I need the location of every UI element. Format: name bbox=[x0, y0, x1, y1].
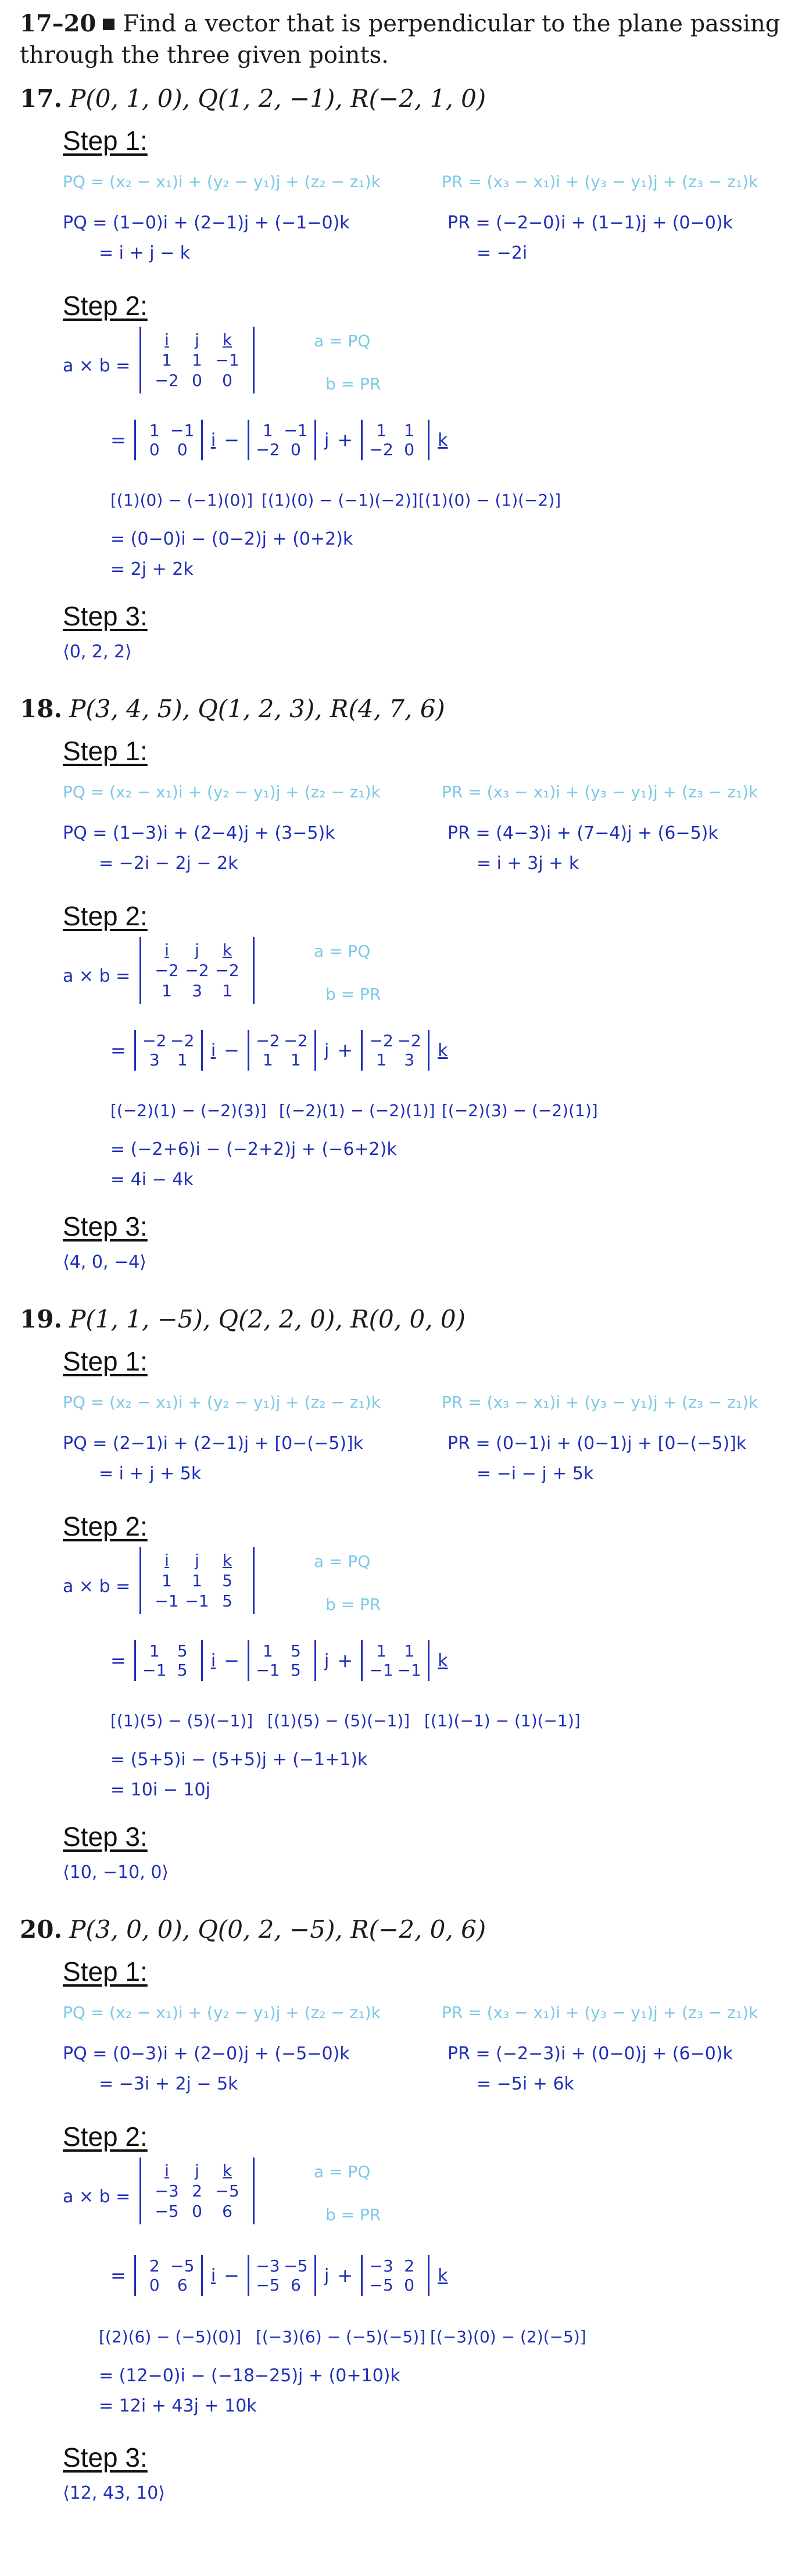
problem-points: P(1, 1, −5), Q(2, 2, 0), R(0, 0, 0) bbox=[69, 1305, 466, 1333]
matrix-cell: −1 bbox=[185, 1591, 209, 1611]
matrix-cell: −2 bbox=[155, 371, 179, 390]
instruction-line-1: Find a vector that is perpendicular to the plane passing bbox=[123, 10, 781, 37]
pq-result: = −3i + 2j − 5k bbox=[99, 2074, 238, 2094]
problem-number: 19. bbox=[20, 1305, 63, 1333]
pq-calc: PQ = (0−3)i + (2−0)j + (−5−0)k bbox=[63, 2044, 350, 2064]
minor-k: 1 1 −2 0 bbox=[361, 420, 429, 460]
cofactor-expansion: = −2 −2 3 1 i − −2 −2 1 1 j + −2 −2 1 3 k bbox=[110, 1031, 448, 1069]
matrix-cell: k bbox=[222, 940, 232, 960]
final-answer: ⟨4, 0, −4⟩ bbox=[63, 1252, 146, 1272]
matrix-cell: −3 bbox=[155, 2181, 179, 2201]
axb-label: a × b = bbox=[63, 966, 131, 986]
result-line-1: = (12−0)i − (−18−25)j + (0+10)k bbox=[99, 2366, 400, 2386]
matrix-cell: 1 bbox=[162, 981, 172, 1000]
matrix-cell: −2 bbox=[215, 961, 239, 980]
cofactor-expansion: = 1 −1 0 0 i − 1 −1 −2 0 j + 1 1 −2 0 k bbox=[110, 421, 448, 459]
matrix-cell: i bbox=[164, 330, 169, 349]
cofactor-expansion: = 2 −5 0 6 i − −3 −5 −5 6 j + −3 2 −5 0 k bbox=[110, 2256, 448, 2295]
minor-j: −3 −5 −5 6 bbox=[248, 2255, 316, 2296]
matrix-cell: i bbox=[164, 940, 169, 960]
matrix-cell: 1 bbox=[222, 981, 232, 1000]
problem-17 bbox=[0, 83, 809, 681]
b-equals-pr: b = PR bbox=[325, 985, 381, 1004]
final-answer: ⟨10, −10, 0⟩ bbox=[63, 1862, 169, 1883]
problem-title bbox=[20, 1913, 486, 1946]
axb-label: a × b = bbox=[63, 2187, 131, 2207]
cross-product-matrix bbox=[139, 1547, 255, 1614]
b-equals-pr: b = PR bbox=[325, 2205, 381, 2224]
step-2-label: Step 2: bbox=[63, 2121, 148, 2152]
bracket-note-i: [(1)(5) − (5)(−1)] bbox=[110, 1711, 253, 1730]
step-3-label: Step 3: bbox=[63, 1211, 148, 1242]
bracket-note-k: [(−3)(0) − (2)(−5)] bbox=[430, 2327, 586, 2346]
pr-result: = −5i + 6k bbox=[477, 2074, 574, 2094]
pr-calc: PR = (−2−0)i + (1−1)j + (0−0)k bbox=[448, 213, 733, 233]
problem-number: 20. bbox=[20, 1915, 63, 1944]
result-line-1: = (−2+6)i − (−2+2)j + (−6+2)k bbox=[110, 1139, 397, 1160]
matrix-cell: k bbox=[222, 1551, 232, 1570]
pr-formula: PR = (x₃ − x₁)i + (y₃ − y₁)j + (z₃ − z₁)k bbox=[442, 1393, 758, 1412]
pq-formula: PQ = (x₂ − x₁)i + (y₂ − y₁)j + (z₂ − z₁)k bbox=[63, 2003, 381, 2022]
matrix-cell: j bbox=[195, 1551, 199, 1570]
a-equals-pq: a = PQ bbox=[314, 942, 371, 961]
matrix-cell: −2 bbox=[155, 961, 179, 980]
problem-title bbox=[20, 83, 486, 115]
square-bullet-icon bbox=[103, 19, 114, 30]
result-line-2: = 12i + 43j + 10k bbox=[99, 2396, 257, 2416]
pr-result: = i + 3j + k bbox=[477, 853, 579, 874]
axb-label: a × b = bbox=[63, 356, 131, 376]
matrix-cell: 0 bbox=[192, 371, 202, 390]
a-equals-pq: a = PQ bbox=[314, 331, 371, 350]
problem-points: P(0, 1, 0), Q(1, 2, −1), R(−2, 1, 0) bbox=[69, 84, 486, 113]
minor-k: −2 −2 1 3 bbox=[361, 1030, 429, 1071]
matrix-cell: k bbox=[222, 330, 232, 349]
step-3-label: Step 3: bbox=[63, 601, 148, 631]
matrix-cell: j bbox=[195, 2161, 199, 2180]
result-line-2: = 2j + 2k bbox=[110, 559, 194, 579]
bracket-note-j: [(1)(0) − (−1)(−2)] bbox=[262, 491, 418, 510]
pq-result: = i + j − k bbox=[99, 243, 191, 263]
bracket-note-i: [(2)(6) − (−5)(0)] bbox=[99, 2327, 242, 2346]
matrix-cell: −5 bbox=[215, 2181, 239, 2201]
step-2-label: Step 2: bbox=[63, 1511, 148, 1541]
pq-result: = −2i − 2j − 2k bbox=[99, 853, 238, 874]
matrix-cell: j bbox=[195, 940, 199, 960]
result-line-2: = 10i − 10j bbox=[110, 1780, 210, 1800]
bracket-note-j: [(1)(5) − (5)(−1)] bbox=[267, 1711, 410, 1730]
matrix-cell: j bbox=[195, 330, 199, 349]
step-1-label: Step 1: bbox=[63, 1346, 148, 1376]
matrix-cell: −1 bbox=[155, 1591, 179, 1611]
pq-formula: PQ = (x₂ − x₁)i + (y₂ − y₁)j + (z₂ − z₁)k bbox=[63, 1393, 381, 1412]
minor-j: 1 −1 −2 0 bbox=[248, 420, 316, 460]
pq-result: = i + j + 5k bbox=[99, 1464, 202, 1484]
minor-i: −2 −2 3 1 bbox=[134, 1030, 203, 1071]
minor-i: 1 5 −1 5 bbox=[134, 1640, 203, 1681]
step-2-label: Step 2: bbox=[63, 901, 148, 931]
pq-formula: PQ = (x₂ − x₁)i + (y₂ − y₁)j + (z₂ − z₁)k bbox=[63, 172, 381, 191]
bracket-note-j: [(−2)(1) − (−2)(1)] bbox=[279, 1101, 435, 1120]
matrix-cell: 1 bbox=[192, 1571, 202, 1590]
minor-k: −3 2 −5 0 bbox=[361, 2255, 429, 2296]
problem-title bbox=[20, 1303, 466, 1336]
a-equals-pq: a = PQ bbox=[314, 1552, 371, 1571]
pr-calc: PR = (4−3)i + (7−4)j + (6−5)k bbox=[448, 823, 718, 843]
matrix-cell: 5 bbox=[222, 1571, 232, 1590]
b-equals-pr: b = PR bbox=[325, 374, 381, 393]
exercise-range: 17–20 bbox=[20, 10, 96, 37]
matrix-cell: 1 bbox=[192, 350, 202, 370]
matrix-cell: i bbox=[164, 1551, 169, 1570]
step-1-label: Step 1: bbox=[63, 126, 148, 156]
problem-points: P(3, 4, 5), Q(1, 2, 3), R(4, 7, 6) bbox=[69, 695, 445, 723]
pr-calc: PR = (−2−3)i + (0−0)j + (6−0)k bbox=[448, 2044, 733, 2064]
cross-product-matrix bbox=[139, 327, 255, 393]
pr-formula: PR = (x₃ − x₁)i + (y₃ − y₁)j + (z₃ − z₁)k bbox=[442, 172, 758, 191]
bracket-note-i: [(−2)(1) − (−2)(3)] bbox=[110, 1101, 267, 1120]
matrix-cell: 3 bbox=[192, 981, 202, 1000]
matrix-cell: 6 bbox=[222, 2202, 232, 2221]
matrix-cell: 1 bbox=[162, 1571, 172, 1590]
pr-calc: PR = (0−1)i + (0−1)j + [0−(−5)]k bbox=[448, 1433, 747, 1454]
cross-product-matrix bbox=[139, 937, 255, 1004]
matrix-cell: −1 bbox=[215, 350, 239, 370]
problem-number: 17. bbox=[20, 84, 63, 113]
minor-j: 1 5 −1 5 bbox=[248, 1640, 316, 1681]
cross-product-matrix bbox=[139, 2158, 255, 2224]
matrix-cell: 0 bbox=[192, 2202, 202, 2221]
minor-j: −2 −2 1 1 bbox=[248, 1030, 316, 1071]
result-line-1: = (5+5)i − (5+5)j + (−1+1)k bbox=[110, 1749, 368, 1770]
problem-20 bbox=[0, 1913, 809, 2553]
result-line-2: = 4i − 4k bbox=[110, 1169, 194, 1190]
pr-result: = −2i bbox=[477, 243, 528, 263]
matrix-cell: k bbox=[222, 2161, 232, 2180]
step-3-label: Step 3: bbox=[63, 1822, 148, 1852]
cofactor-expansion: = 1 5 −1 5 i − 1 5 −1 5 j + 1 1 −1 −1 k bbox=[110, 1641, 448, 1680]
axb-label: a × b = bbox=[63, 1576, 131, 1597]
pq-calc: PQ = (1−0)i + (2−1)j + (−1−0)k bbox=[63, 213, 350, 233]
minor-i: 1 −1 0 0 bbox=[134, 420, 203, 460]
problem-title bbox=[20, 693, 445, 725]
step-1-label: Step 1: bbox=[63, 736, 148, 766]
bracket-note-k: [(−2)(3) − (−2)(1)] bbox=[442, 1101, 598, 1120]
bracket-note-i: [(1)(0) − (−1)(0)] bbox=[110, 491, 253, 510]
problem-points: P(3, 0, 0), Q(0, 2, −5), R(−2, 0, 6) bbox=[69, 1915, 486, 1944]
pr-formula: PR = (x₃ − x₁)i + (y₃ − y₁)j + (z₃ − z₁)k bbox=[442, 782, 758, 802]
matrix-cell: −2 bbox=[185, 961, 209, 980]
step-2-label: Step 2: bbox=[63, 291, 148, 321]
pq-formula: PQ = (x₂ − x₁)i + (y₂ − y₁)j + (z₂ − z₁)k bbox=[63, 782, 381, 802]
problem-number: 18. bbox=[20, 695, 63, 723]
bracket-note-j: [(−3)(6) − (−5)(−5)] bbox=[256, 2327, 426, 2346]
matrix-cell: −5 bbox=[155, 2202, 179, 2221]
pr-formula: PR = (x₃ − x₁)i + (y₃ − y₁)j + (z₃ − z₁)k bbox=[442, 2003, 758, 2022]
pq-calc: PQ = (2−1)i + (2−1)j + [0−(−5)]k bbox=[63, 1433, 364, 1454]
instruction-line-2: through the three given points. bbox=[20, 42, 389, 69]
matrix-cell: 1 bbox=[162, 350, 172, 370]
problem-19 bbox=[0, 1303, 809, 1902]
matrix-cell: 0 bbox=[222, 371, 232, 390]
a-equals-pq: a = PQ bbox=[314, 2162, 371, 2181]
final-answer: ⟨12, 43, 10⟩ bbox=[63, 2483, 166, 2503]
minor-k: 1 1 −1 −1 bbox=[361, 1640, 429, 1681]
step-1-label: Step 1: bbox=[63, 1956, 148, 1987]
minor-i: 2 −5 0 6 bbox=[134, 2255, 203, 2296]
exercise-header bbox=[20, 8, 787, 71]
bracket-note-k: [(1)(0) − (1)(−2)] bbox=[418, 491, 561, 510]
step-3-label: Step 3: bbox=[63, 2442, 148, 2473]
problem-18 bbox=[0, 693, 809, 1291]
b-equals-pr: b = PR bbox=[325, 1595, 381, 1614]
matrix-cell: i bbox=[164, 2161, 169, 2180]
final-answer: ⟨0, 2, 2⟩ bbox=[63, 642, 132, 662]
matrix-cell: 5 bbox=[222, 1591, 232, 1611]
pr-result: = −i − j + 5k bbox=[477, 1464, 594, 1484]
pq-calc: PQ = (1−3)i + (2−4)j + (3−5)k bbox=[63, 823, 335, 843]
bracket-note-k: [(1)(−1) − (1)(−1)] bbox=[424, 1711, 581, 1730]
result-line-1: = (0−0)i − (0−2)j + (0+2)k bbox=[110, 529, 353, 549]
matrix-cell: 2 bbox=[192, 2181, 202, 2201]
